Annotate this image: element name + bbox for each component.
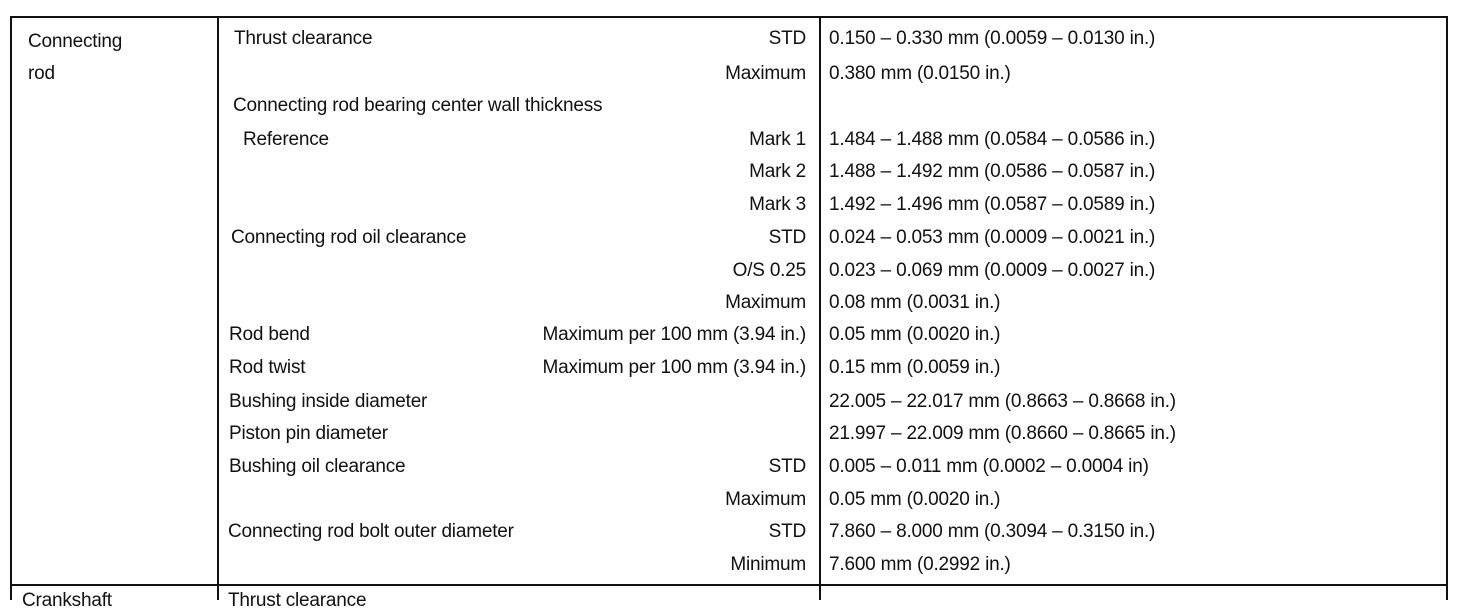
row-item-label: Thrust clearance bbox=[234, 28, 373, 49]
next-item-label: Thrust clearance bbox=[228, 590, 367, 611]
row-spec-value: 1.484 – 1.488 mm (0.0584 – 0.0586 in.) bbox=[829, 129, 1156, 150]
row-spec-value: 0.380 mm (0.0150 in.) bbox=[829, 63, 1011, 84]
row-condition-label: Maximum bbox=[725, 292, 806, 313]
row-condition-label: Mark 2 bbox=[749, 161, 806, 182]
row-item-label: Connecting rod oil clearance bbox=[231, 227, 467, 248]
row-item-label: Connecting rod bolt outer diameter bbox=[228, 521, 514, 542]
row-spec-value: 22.005 – 22.017 mm (0.8663 – 0.8668 in.) bbox=[829, 391, 1176, 412]
section-divider bbox=[10, 584, 1448, 586]
table-left-border bbox=[10, 16, 12, 600]
row-spec-value: 0.05 mm (0.0020 in.) bbox=[829, 489, 1001, 510]
row-condition-label: Maximum bbox=[725, 489, 806, 510]
row-condition-label: Maximum bbox=[725, 63, 806, 84]
column-divider-1 bbox=[217, 16, 219, 600]
row-item-label: Piston pin diameter bbox=[229, 423, 388, 444]
row-spec-value: 0.05 mm (0.0020 in.) bbox=[829, 324, 1001, 345]
row-condition-label: Minimum bbox=[730, 554, 806, 575]
row-condition-label: Mark 1 bbox=[749, 129, 806, 150]
row-condition-label: STD bbox=[768, 28, 806, 49]
next-section-label: Crankshaft bbox=[22, 590, 112, 611]
row-spec-value: 0.08 mm (0.0031 in.) bbox=[829, 292, 1001, 313]
row-spec-value: 7.860 – 8.000 mm (0.3094 – 0.3150 in.) bbox=[829, 521, 1156, 542]
row-condition-label: Maximum per 100 mm (3.94 in.) bbox=[542, 324, 806, 345]
row-condition-label: Maximum per 100 mm (3.94 in.) bbox=[542, 357, 806, 378]
row-condition-label: O/S 0.25 bbox=[732, 260, 806, 281]
row-item-label: Rod bend bbox=[229, 324, 310, 345]
row-spec-value: 0.024 – 0.053 mm (0.0009 – 0.0021 in.) bbox=[829, 227, 1156, 248]
row-spec-value: 0.023 – 0.069 mm (0.0009 – 0.0027 in.) bbox=[829, 260, 1156, 281]
row-condition-label: STD bbox=[768, 456, 806, 477]
table-top-border bbox=[10, 16, 1448, 18]
row-condition-label: STD bbox=[768, 521, 806, 542]
section-label: Connecting rod bbox=[28, 31, 123, 84]
row-spec-value: 1.492 – 1.496 mm (0.0587 – 0.0589 in.) bbox=[829, 194, 1156, 215]
row-item-label: Bushing inside diameter bbox=[229, 391, 428, 412]
column-divider-2 bbox=[819, 16, 821, 600]
row-spec-value: 0.150 – 0.330 mm (0.0059 – 0.0130 in.) bbox=[829, 28, 1156, 49]
row-item-label: Bushing oil clearance bbox=[229, 456, 406, 477]
row-item-label: Rod twist bbox=[229, 357, 306, 378]
row-spec-value: 0.15 mm (0.0059 in.) bbox=[829, 357, 1001, 378]
row-spec-value: 21.997 – 22.009 mm (0.8660 – 0.8665 in.) bbox=[829, 423, 1176, 444]
row-item-label: Reference bbox=[243, 129, 329, 150]
row-condition-label: STD bbox=[768, 227, 806, 248]
table-right-border bbox=[1446, 16, 1448, 600]
row-item-label: Connecting rod bearing center wall thickness bbox=[233, 95, 603, 116]
row-spec-value: 0.005 – 0.011 mm (0.0002 – 0.0004 in) bbox=[829, 456, 1149, 477]
row-spec-value: 7.600 mm (0.2992 in.) bbox=[829, 554, 1011, 575]
row-spec-value: 1.488 – 1.492 mm (0.0586 – 0.0587 in.) bbox=[829, 161, 1156, 182]
row-condition-label: Mark 3 bbox=[749, 194, 806, 215]
